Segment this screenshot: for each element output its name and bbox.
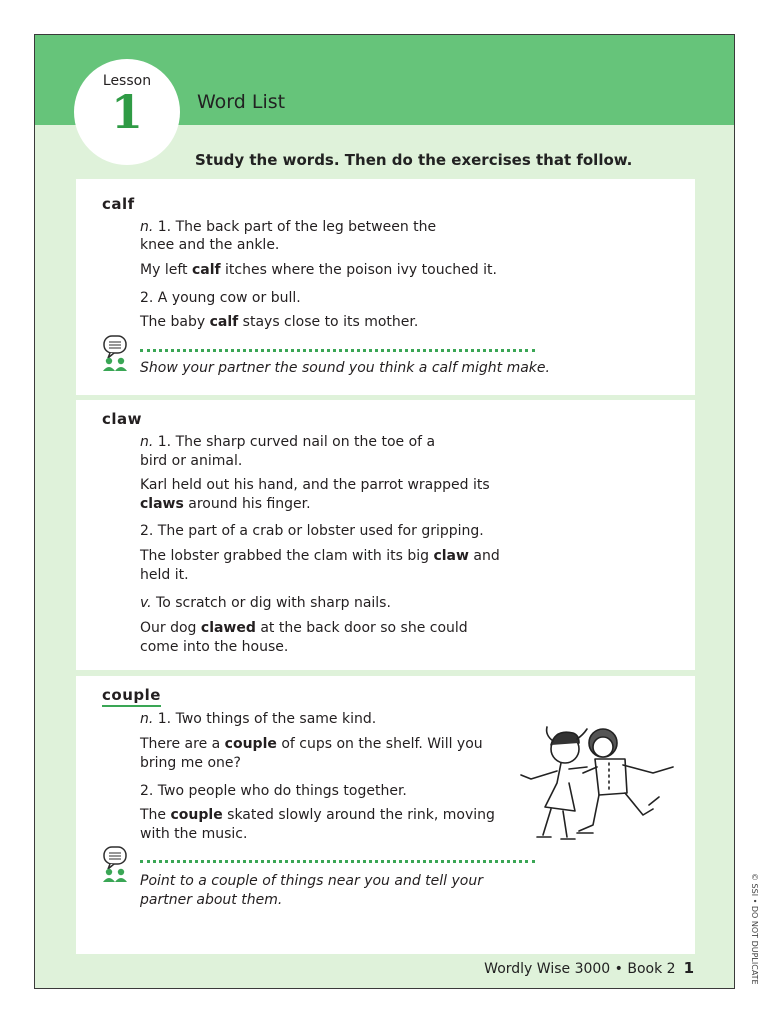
partner-talk-icon xyxy=(100,335,132,373)
definition-line: n. 1. The sharp curved nail on the toe of a xyxy=(140,434,436,450)
example-sentence: Karl held out his hand, and the parrot wrapped its xyxy=(140,477,490,493)
book-title: Wordly Wise 3000 • Book 2 xyxy=(484,961,676,977)
example-sentence: Our dog clawed at the back door so she could xyxy=(140,620,468,636)
definition-line: v. To scratch or dig with sharp nails. xyxy=(140,595,391,611)
definition-line: 2. A young cow or bull. xyxy=(140,290,301,306)
lesson-badge xyxy=(74,59,180,165)
definition-line: 2. Two people who do things together. xyxy=(140,783,407,799)
entry-word: claw xyxy=(102,410,143,428)
entry-card-calf xyxy=(76,179,695,395)
example-sentence: The couple skated slowly around the rink, moving xyxy=(140,807,495,823)
definition-line: n. 1. Two things of the same kind. xyxy=(140,711,377,727)
dotted-divider xyxy=(140,860,535,863)
example-sentence: with the music. xyxy=(140,826,248,842)
lesson-number: 1 xyxy=(110,85,143,139)
example-sentence: The baby calf stays close to its mother. xyxy=(140,314,419,330)
definition-line: knee and the ankle. xyxy=(140,237,280,253)
partner-talk-icon xyxy=(100,846,132,884)
copyright-notice: © SSI • DO NOT DUPLICATE xyxy=(750,873,759,985)
page-title: Word List xyxy=(197,91,286,113)
skating-couple-illustration xyxy=(517,713,687,851)
example-sentence: come into the house. xyxy=(140,639,289,655)
definition-line: bird or animal. xyxy=(140,453,243,469)
entry-word: couple xyxy=(102,686,161,707)
example-sentence: The lobster grabbed the clam with its big claw and xyxy=(140,548,500,564)
example-sentence: My left calf itches where the poison ivy touched it. xyxy=(140,262,497,278)
dotted-divider xyxy=(140,349,535,352)
example-sentence: bring me one? xyxy=(140,755,241,771)
definition-line: 2. The part of a crab or lobster used for gripping. xyxy=(140,523,484,539)
instruction-text: Study the words. Then do the exercises that follow. xyxy=(195,151,633,169)
example-sentence: There are a couple of cups on the shelf. Will you xyxy=(140,736,483,752)
partner-prompt: Show your partner the sound you think a calf might make. xyxy=(140,360,550,376)
lesson-page xyxy=(34,34,759,989)
example-sentence: held it. xyxy=(140,567,189,583)
lesson-label: Lesson xyxy=(102,73,152,89)
page-number: 1 xyxy=(683,959,694,977)
entry-card-claw xyxy=(76,400,695,670)
definition-line: n. 1. The back part of the leg between the xyxy=(140,219,437,235)
page-footer xyxy=(484,959,694,977)
example-sentence: claws around his finger. xyxy=(140,496,311,512)
entry-word: calf xyxy=(102,195,135,213)
partner-prompt: Point to a couple of things near you and tell your xyxy=(140,873,483,889)
partner-prompt: partner about them. xyxy=(140,892,283,908)
